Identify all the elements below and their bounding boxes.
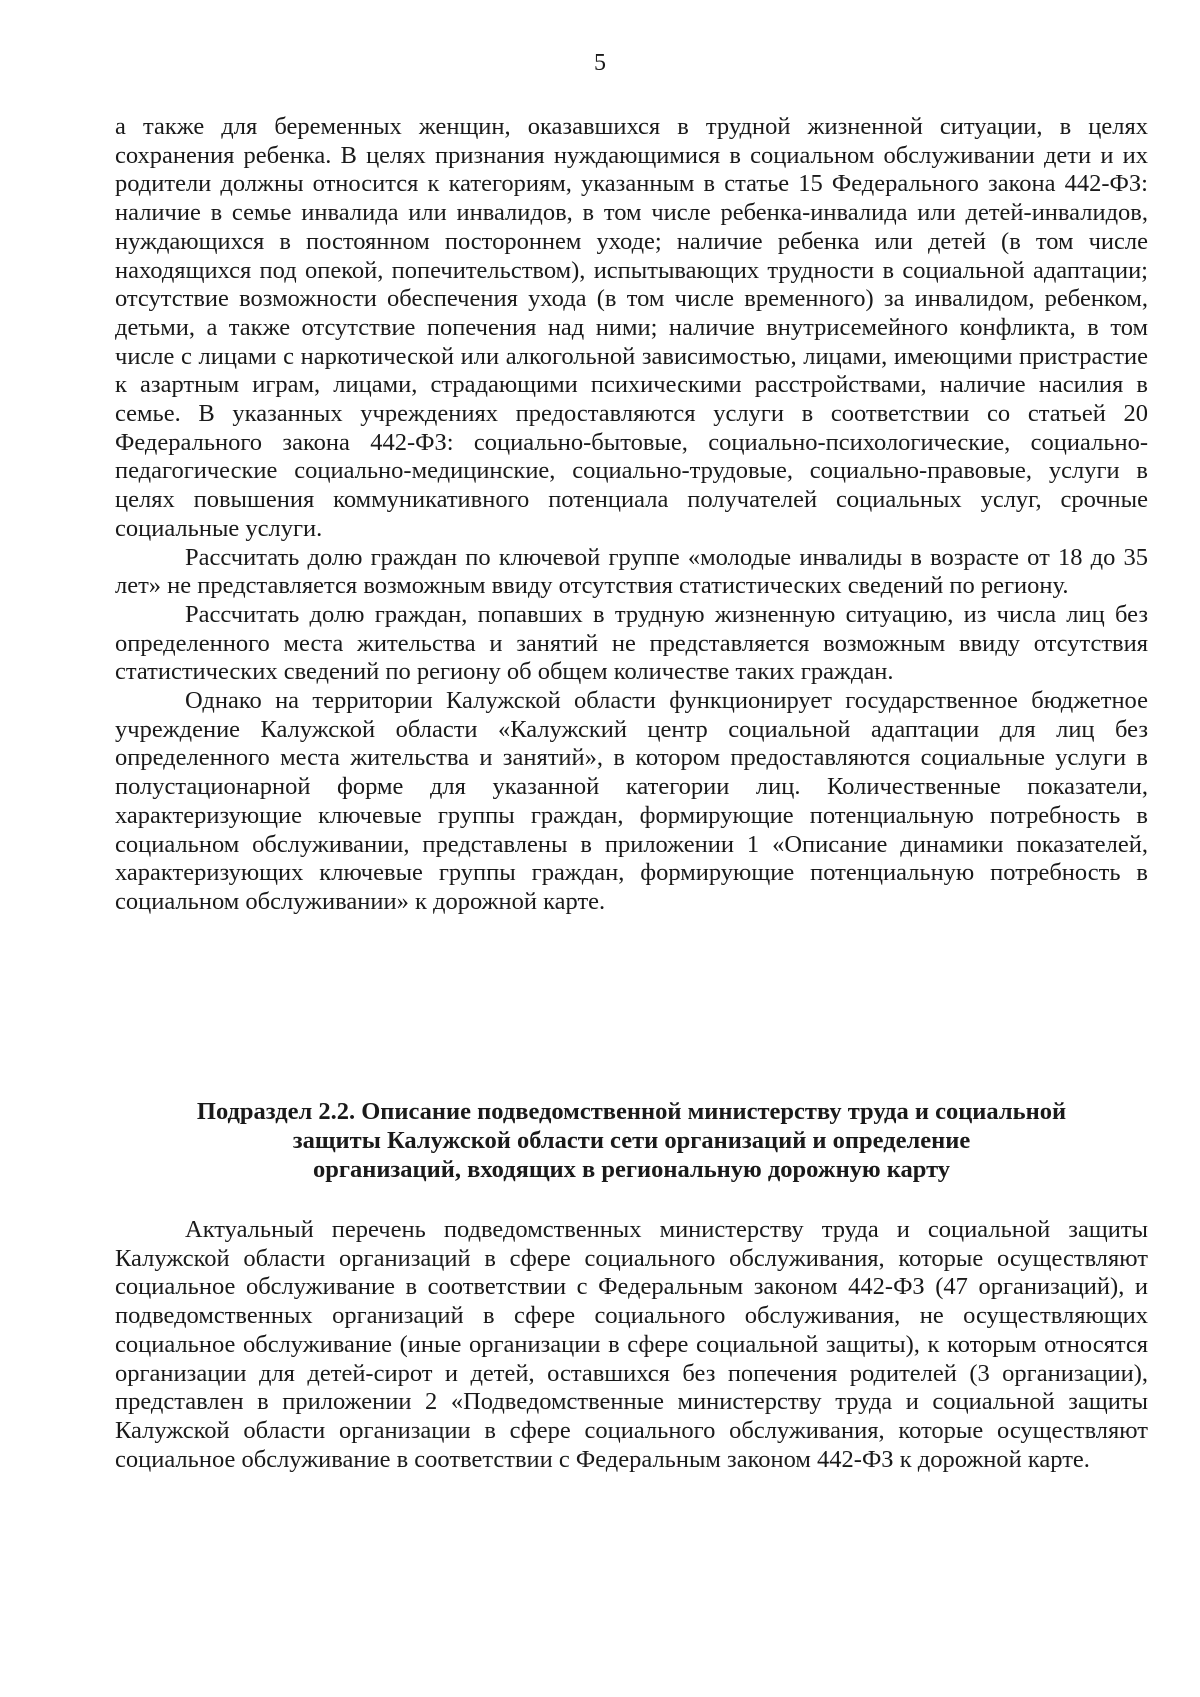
document-body-bottom — [115, 1216, 1148, 1474]
paragraph-organizations-list: Актуальный перечень подведомственных министерству труда и социальной защиты Калужской области организаций в сфере социального обслуживания, которые осуществляют социальное обслуживание в соответствии с Федеральным законом 442-ФЗ (47 организаций), и подведомственных организаций в сфере социального обслуживания, не осуществляющих социальное обслуживание (иные организации в сфере социальной защиты), к которым относятся организации для детей-сирот и детей, оставшихся без попечения родителей (3 организации), представлен в приложении 2 «Подведомственные министерству труда и социальной защиты Калужской области организации в сфере социального обслуживания, которые осуществляют социальное обслуживание в соответствии с Федеральным законом 442-ФЗ к дорожной карте. — [115, 1216, 1148, 1473]
paragraph-adaptation-center: Однако на территории Калужской области функционирует государственное бюджетное учреждение Калужской области «Калужский центр социальной адаптации для лиц без определенного места жительства и занятий», в котором предоставляются социальные услуги в полустационарной форме для указанной категории лиц. Количественные показатели, характеризующие ключевые группы граждан, формирующие потенциальную потребность в социальном обслуживании, представлены в приложении 1 «Описание динамики показателей, характеризующих ключевые группы граждан, формирующие потенциальную потребность в социальном обслуживании» к дорожной карте. — [115, 687, 1148, 915]
subsection-heading — [115, 1097, 1148, 1184]
heading-line: организаций, входящих в региональную дорожную карту — [312, 1156, 951, 1183]
paragraph-young-disabled: Рассчитать долю граждан по ключевой группе «молодые инвалиды в возрасте от 18 до 35 лет» не представляется возможным ввиду отсутствия статистических сведений по региону. — [115, 543, 1148, 600]
paragraph-continuation: а также для беременных женщин, оказавшихся в трудной жизненной ситуации, в целях сохранения ребенка. В целях признания нуждающимися в социальном обслуживании дети и их родители должны относится к категориям, указанным в статье 15 Федерального закона 442-ФЗ: наличие в семье инвалида или инвалидов, в том числе ребенка-инвалида или детей-инвалидов, нуждающихся в постоянном постороннем уходе; наличие ребенка или детей (в том числе находящихся под опекой, попечительством), испытывающих трудности в социальной адаптации; отсутствие возможности обеспечения ухода (в том числе временного) за инвалидом, ребенком, детьми, а также отсутствие попечения над ними; наличие внутрисемейного конфликта, в том числе с лицами с наркотической или алкогольной зависимостью, лицами, имеющими пристрастие к азартным играм, лицами, страдающими психическими расстройствами, наличие насилия в семье. В указанных учреждениях предоставляются услуги в соответствии со статьей 20 Федерального закона 442-ФЗ: социально-бытовые, социально-психологические, социально-педагогические социально-медицинские, социально-трудовые, социально-правовые, услуги в целях повышения коммуникативного потенциала получателей социальных услуг, срочные социальные услуги. — [115, 113, 1148, 542]
page-number: 5 — [594, 50, 606, 76]
paragraph-homeless-share: Рассчитать долю граждан, попавших в трудную жизненную ситуацию, из числа лиц без определенного места жительства и занятий не представляется возможным ввиду отсутствия статистических сведений по региону об общем количестве таких граждан. — [115, 600, 1148, 686]
heading-line: Подраздел 2.2. Описание подведомственной министерству труда и социальной — [196, 1098, 1067, 1125]
document-body-top — [115, 113, 1148, 917]
heading-line: защиты Калужской области сети организаций и определение — [292, 1127, 971, 1154]
